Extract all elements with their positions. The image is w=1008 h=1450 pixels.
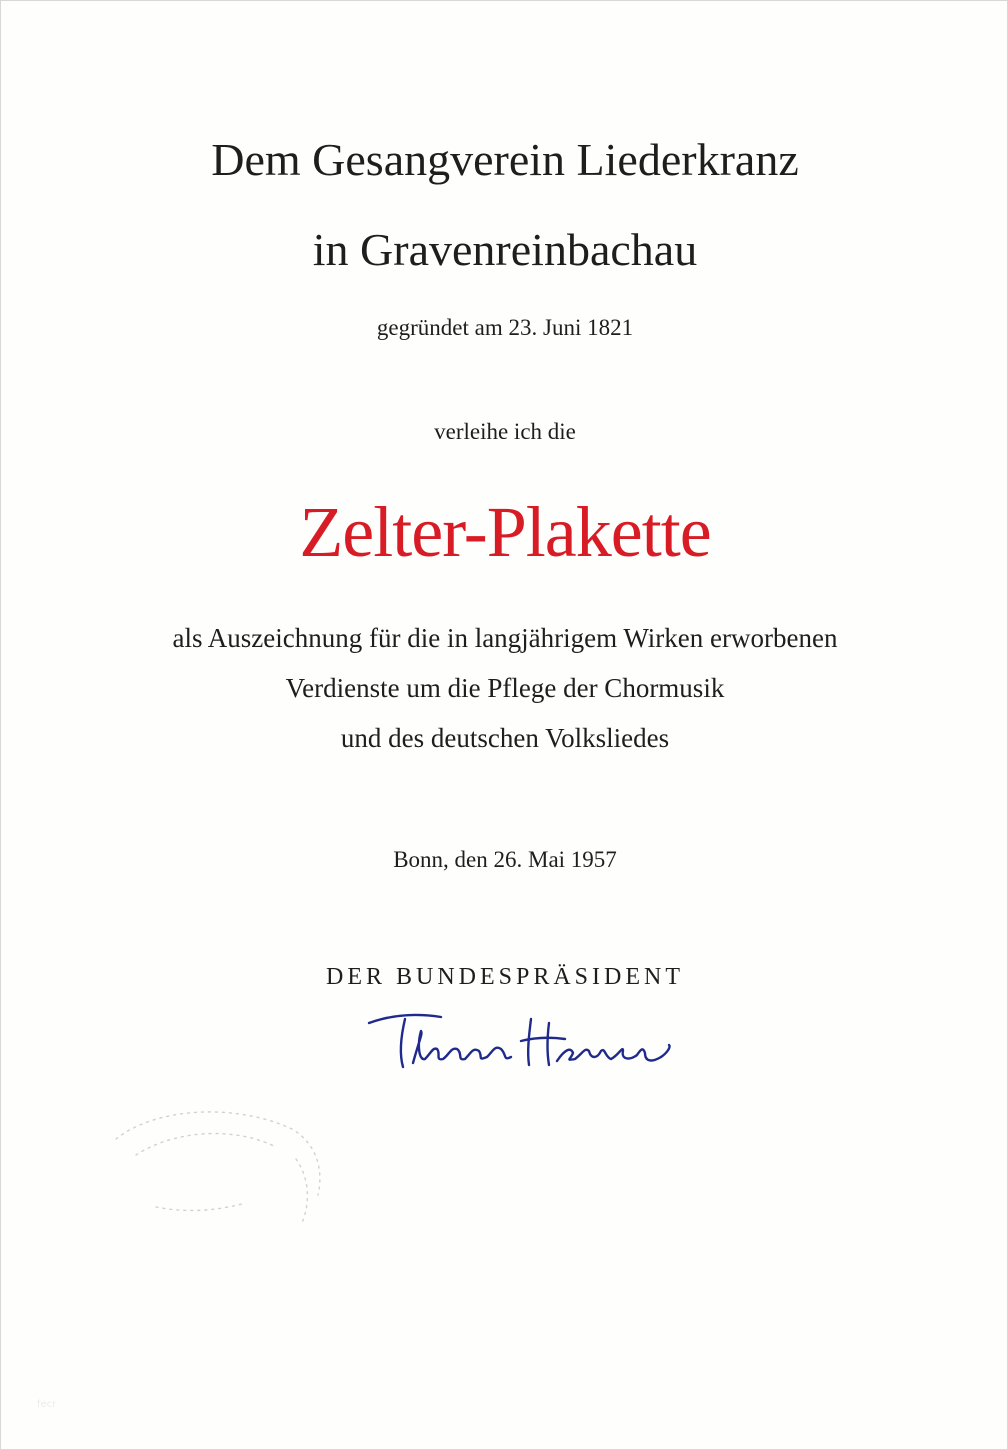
office-title: DER BUNDESPRÄSIDENT: [325, 964, 685, 990]
citation-line-3: und des deutschen Volksliedes: [340, 723, 670, 753]
citation-line-1: als Auszeichnung für die in langjährigem Wirken erworbenen: [172, 623, 838, 653]
recipient-line-2: in Gravenreinbachau: [312, 224, 698, 275]
founding-date: gegründet am 23. Juni 1821: [376, 315, 634, 340]
citation-line-2: Verdienste um die Pflege der Chormusik: [285, 673, 725, 703]
recipient-line-1: Dem Gesangverein Liederkranz: [211, 134, 799, 185]
award-intro: verleihe ich die: [434, 419, 576, 444]
seal-icon: [96, 1099, 336, 1259]
place-and-date: Bonn, den 26. Mai 1957: [393, 847, 617, 872]
watermark-text: fecr: [37, 1399, 57, 1410]
award-title: Zelter-Plakette: [299, 492, 711, 572]
signature-icon: [361, 1001, 681, 1081]
